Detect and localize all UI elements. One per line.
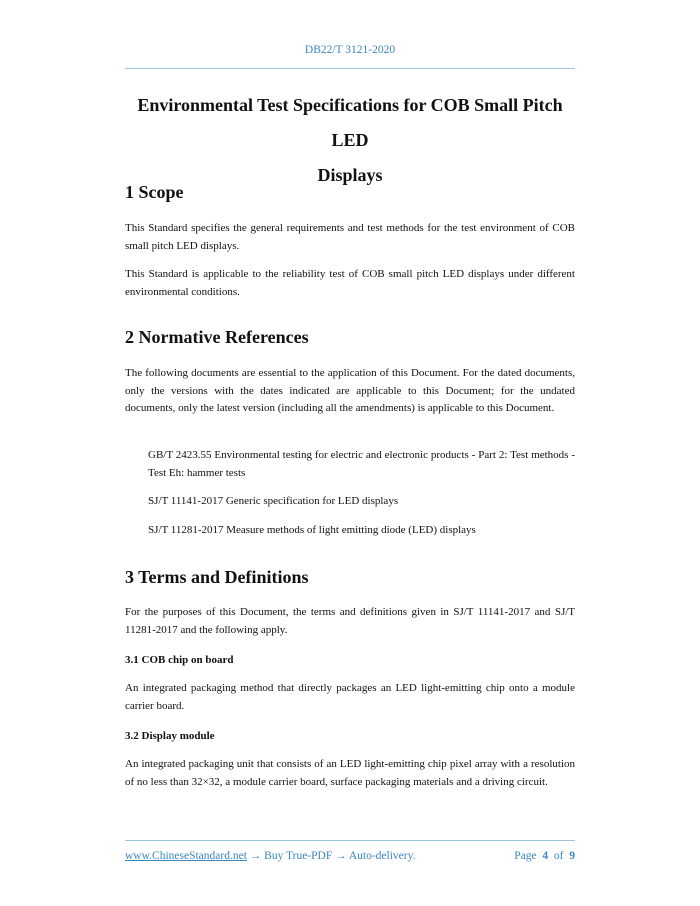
title-line-2: Displays [317, 165, 383, 185]
term-heading: 3.1 COB chip on board [125, 654, 234, 666]
section-heading-terms: 3 Terms and Definitions [125, 567, 309, 587]
section-heading-normative-references: 2 Normative References [125, 327, 309, 347]
page-current: 4 [542, 850, 549, 862]
terms-intro: For the purposes of this Document, the terms and definitions given in SJ/T 11141-2017 and SJ/T 11281-2017 and the following apply. [125, 606, 575, 636]
term-heading: 3.2 Display module [125, 730, 215, 742]
reference-item: SJ/T 11141-2017 Generic specification for LED displays [148, 495, 399, 507]
page-of: of [553, 850, 564, 862]
footer [125, 850, 575, 862]
term-definition: An integrated packaging unit that consists of an LED light-emitting chip pixel array with a resolution of no less than 32×32, a module carrier board, surface packaging materials and a driving circuit. [125, 758, 575, 788]
scope-paragraph: This Standard specifies the general requirements and test methods for the test environment of COB small pitch LED displays. [125, 222, 575, 252]
footer-divider [125, 840, 575, 841]
website-link[interactable]: www.ChineseStandard.net [125, 850, 247, 862]
document-title [125, 88, 575, 193]
footer-tagline: → Buy True-PDF → Auto-delivery. [246, 850, 416, 862]
page-indicator [514, 850, 575, 862]
title-line-1: Environmental Test Specifications for COB Small Pitch LED [137, 95, 563, 150]
reference-item: GB/T 2423.55 Environmental testing for electric and electronic products - Part 2: Test methods - Test Eh: hammer tests [148, 449, 575, 479]
header-divider [125, 68, 575, 69]
reference-item: SJ/T 11281-2017 Measure methods of light emitting diode (LED) displays [148, 524, 476, 536]
page-total: 9 [569, 850, 575, 862]
document-code: DB22/T 3121-2020 [304, 44, 396, 56]
normative-intro: The following documents are essential to the application of this Document. For the dated documents, only the versions with the dates indicated are applicable to this Document; for the undated documents, only the latest version (including all the amendments) is applicable to this Document. [125, 367, 575, 414]
section-heading-scope: 1 Scope [125, 182, 184, 202]
term-definition: An integrated packaging method that directly packages an LED light-emitting chip onto a module carrier board. [125, 682, 575, 712]
page-label: Page [514, 850, 537, 862]
scope-paragraph: This Standard is applicable to the reliability test of COB small pitch LED displays under different environmental conditions. [125, 268, 575, 298]
